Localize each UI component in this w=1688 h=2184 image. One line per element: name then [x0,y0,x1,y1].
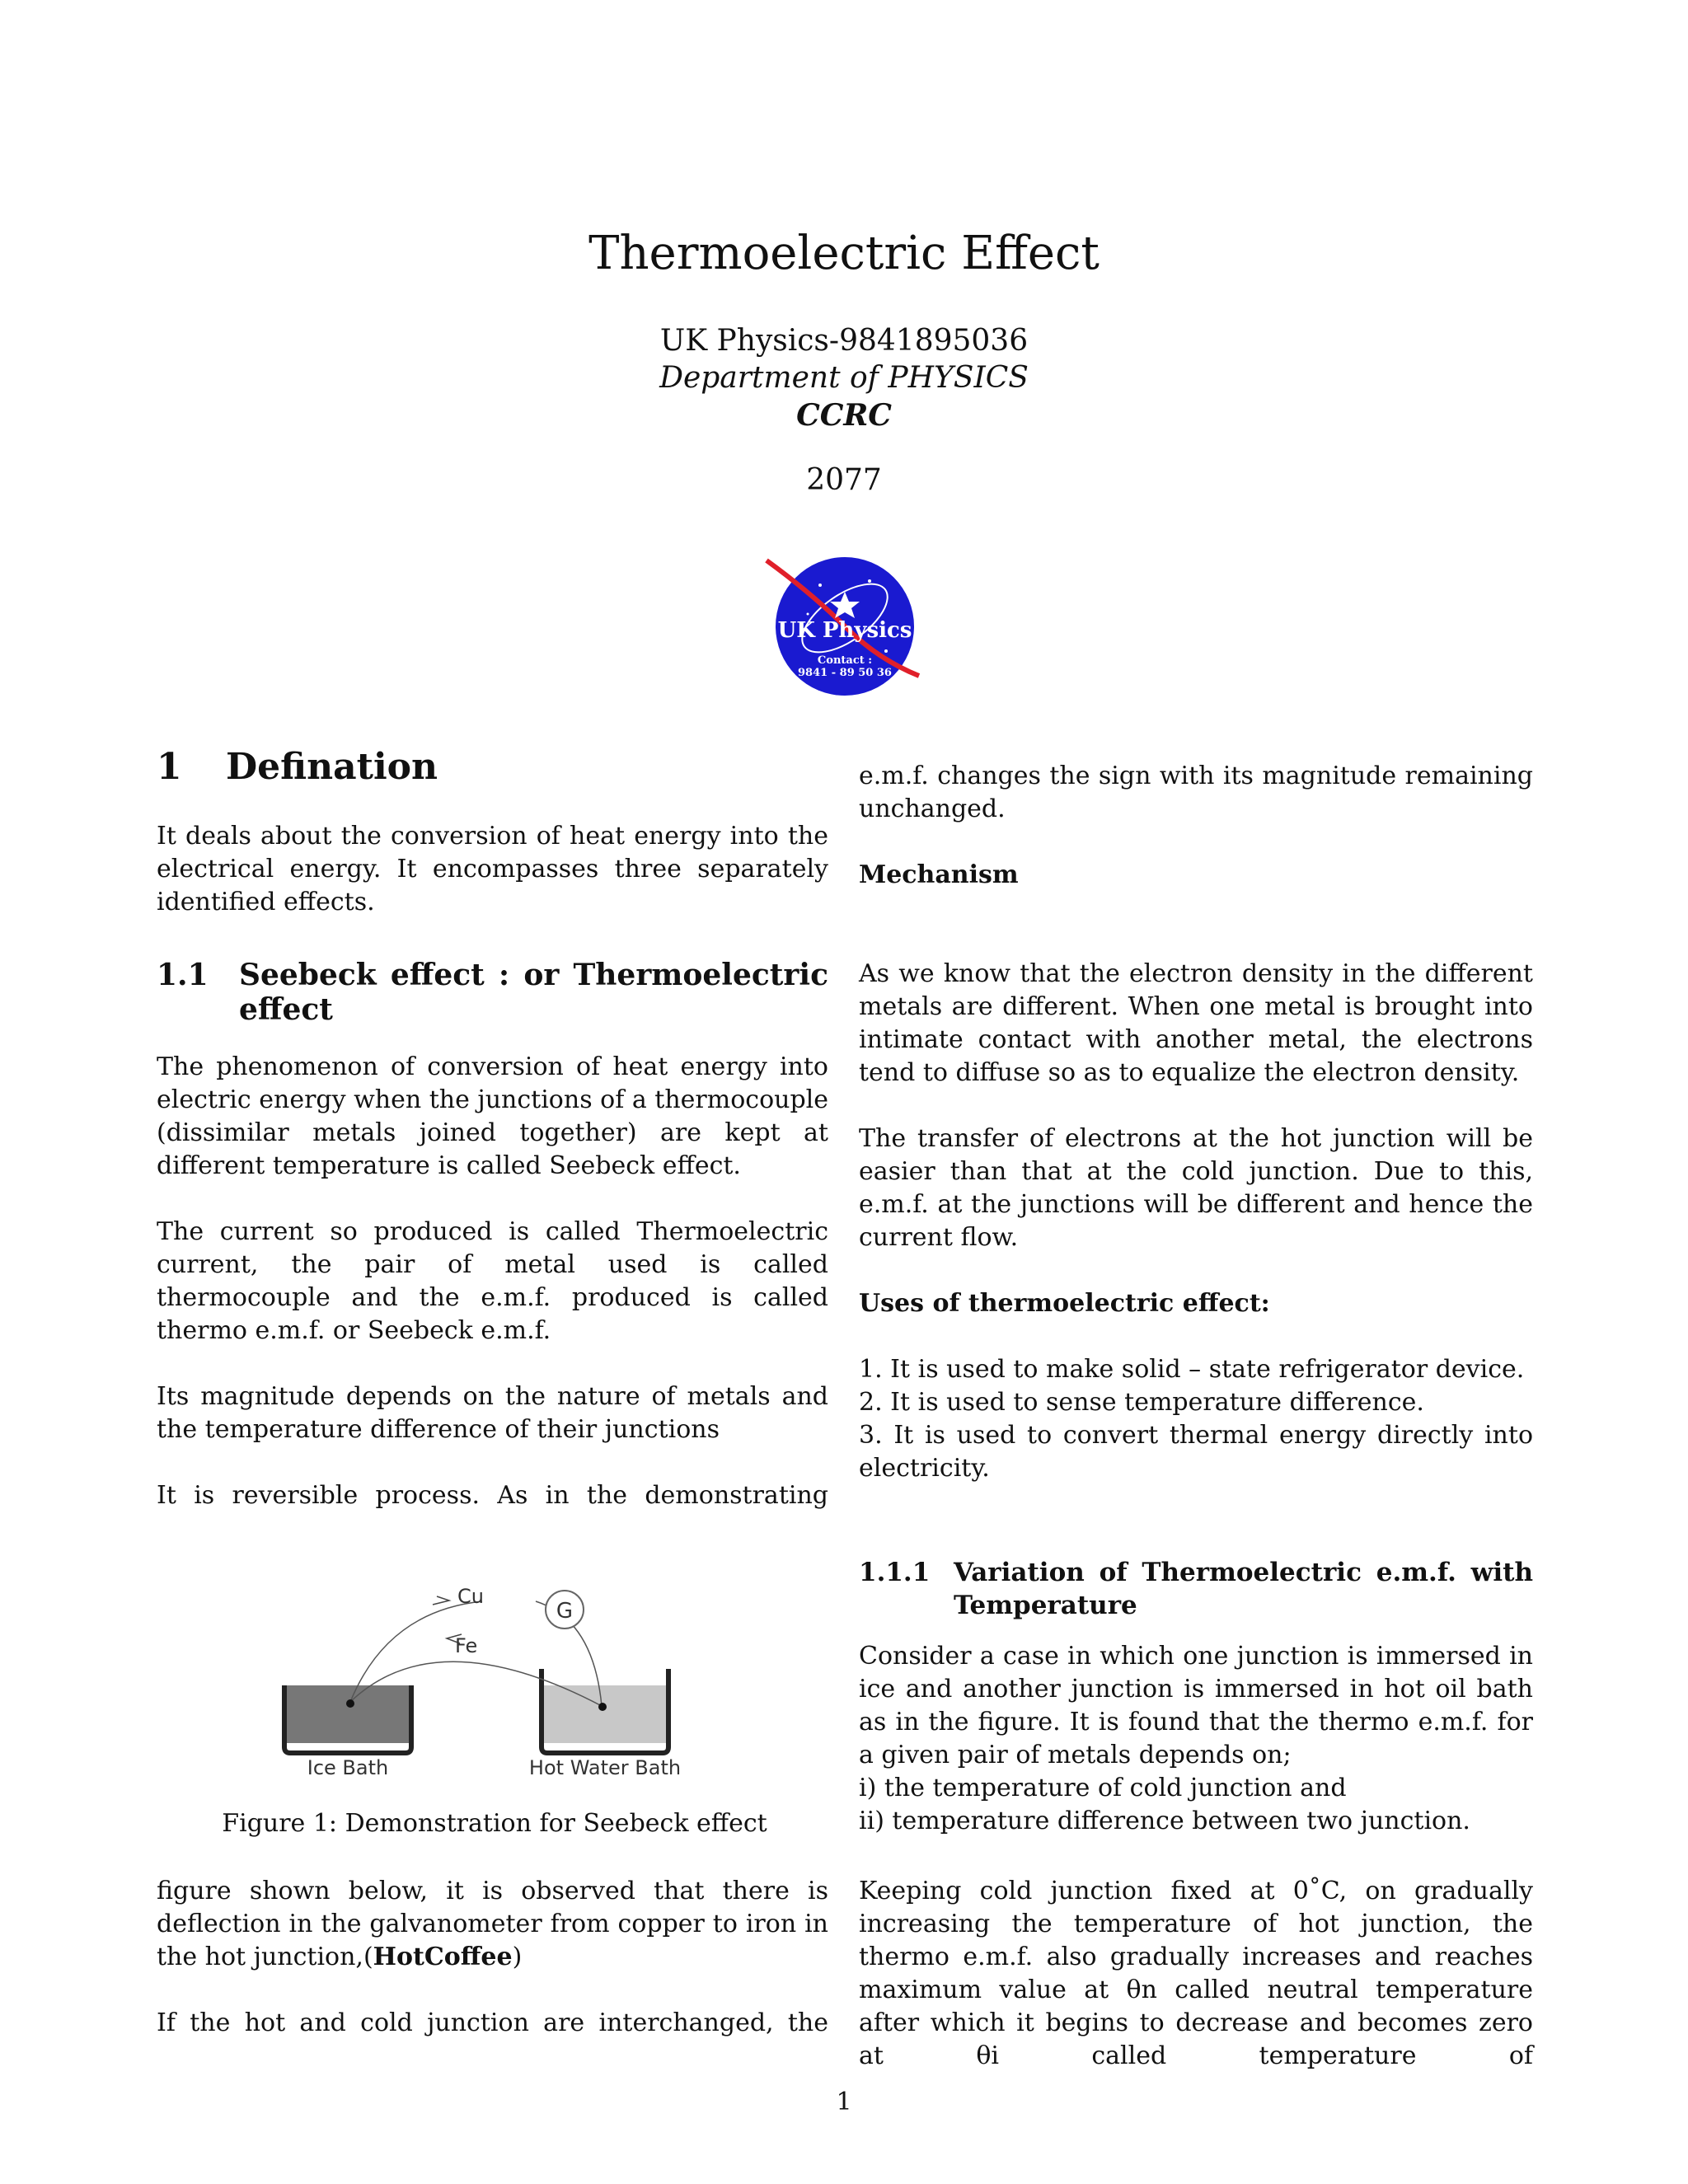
year: 2077 [806,463,882,497]
seebeck-paragraph-6: If the hot and cold junction are interchanged, the [157,2008,828,2037]
seebeck-paragraph-5 [157,1875,828,1974]
seebeck-paragraph-1: The phenomenon of conversion of heat energy into electric energy when the junctions of a thermocouple (dissimilar metals joined together) are kept at different temperature is called Seebeck effect. [157,1052,828,1180]
figure-caption: Figure 1: Demonstration for Seebeck effect [222,1809,767,1838]
subsubsection-title: Variation of Thermoelectric e.m.f. with Temperature [954,1558,1533,1620]
section-title: Defination [226,746,438,788]
seebeck-paragraph-4: It is reversible process. As in the demonstrating [157,1481,828,1510]
mechanism-paragraph-1: As we know that the electron density in the different metals are different. When one metal is brought into intimate contact with another metal, the electrons tend to diffuse so as to equalize the electron density. [859,959,1533,1087]
subsection-title: Seebeck effect : or Thermoelectric effect [239,958,828,1027]
para5-post: ) [512,1943,523,1971]
seebeck-paragraph-3: Its magnitude depends on the nature of metals and the temperature difference of their junctions [157,1382,828,1444]
variation-point-i: i) the temperature of cold junction and [859,1774,1347,1802]
variation-paragraph-1: Consider a case in which one junction is immersed in ice and another junction is immersed in hot oil bath as in the figure. It is found that the thermo e.m.f. for a given pair of metals depends on; [859,1642,1533,1769]
figure-label-hot: Hot Water Bath [528,1756,682,1776]
variation-paragraph-2: Keeping cold junction fixed at 0˚C, on gradually increasing the temperature of hot junction, the thermo e.m.f. also gradually increases and reaches maximum value at θn called neutral temperature after which it begins to decrease and becomes zero at θi called temperature of [859,1877,1533,2070]
figure-label-g: G [556,1599,574,1624]
uses-heading: Uses of thermoelectric effect: [859,1289,1270,1318]
institution: CCRC [796,398,892,433]
page-number: 1 [836,2088,852,2116]
para5-bold: HotCoffee [373,1943,513,1971]
figure-label-fe: Fe [455,1634,478,1657]
figure-label-ice: Ice Bath [307,1756,389,1776]
mechanism-heading: Mechanism [859,860,1019,889]
subsection-number: 1.1 [157,958,209,992]
para5-pre: figure shown below, it is observed that there is deflection in the galvanometer from copper to iron in the hot junction,( [157,1877,828,1971]
page-title: Thermoelectric Effect [588,227,1100,280]
section-heading [157,746,832,788]
intro-paragraph: It deals about the conversion of heat energy into the electrical energy. It encompasses three separately identified effects. [157,822,828,916]
uses-list [859,1353,1533,1485]
figure-label-cu: Cu [457,1585,484,1608]
subsection-heading [157,958,828,1027]
uk-physics-logo [762,544,927,709]
section-number: 1 [157,746,182,788]
logo-text: UK Physics [777,618,912,643]
seebeck-paragraph-2: The current so produced is called Thermoelectric current, the pair of metal used is called thermocouple and the e.m.f. produced is called thermo e.m.f. or Seebeck e.m.f. [157,1217,828,1345]
variation-point-ii: ii) temperature difference between two junction. [859,1807,1470,1835]
use-item: 1. It is used to make solid – state refrigerator device. [859,1355,1525,1384]
use-item: 3. It is used to convert thermal energy directly into electricity. [859,1421,1533,1483]
department: Department of PHYSICS [659,361,1029,395]
right-continuation: e.m.f. changes the sign with its magnitude remaining unchanged. [859,762,1533,823]
author: UK Physics-9841895036 [659,324,1029,358]
logo-contact-number: 9841 - 89 50 36 [798,667,892,679]
subsubsection-heading [859,1556,1533,1622]
subsubsection-number: 1.1.1 [859,1558,931,1587]
mechanism-paragraph-2: The transfer of electrons at the hot junction will be easier than that at the cold junction. Due to this, e.m.f. at the junctions will be different and hence the current flow. [859,1124,1533,1252]
use-item: 2. It is used to sense temperature difference. [859,1388,1424,1417]
logo-contact-label: Contact : [817,654,873,667]
seebeck-figure [272,1562,734,1776]
